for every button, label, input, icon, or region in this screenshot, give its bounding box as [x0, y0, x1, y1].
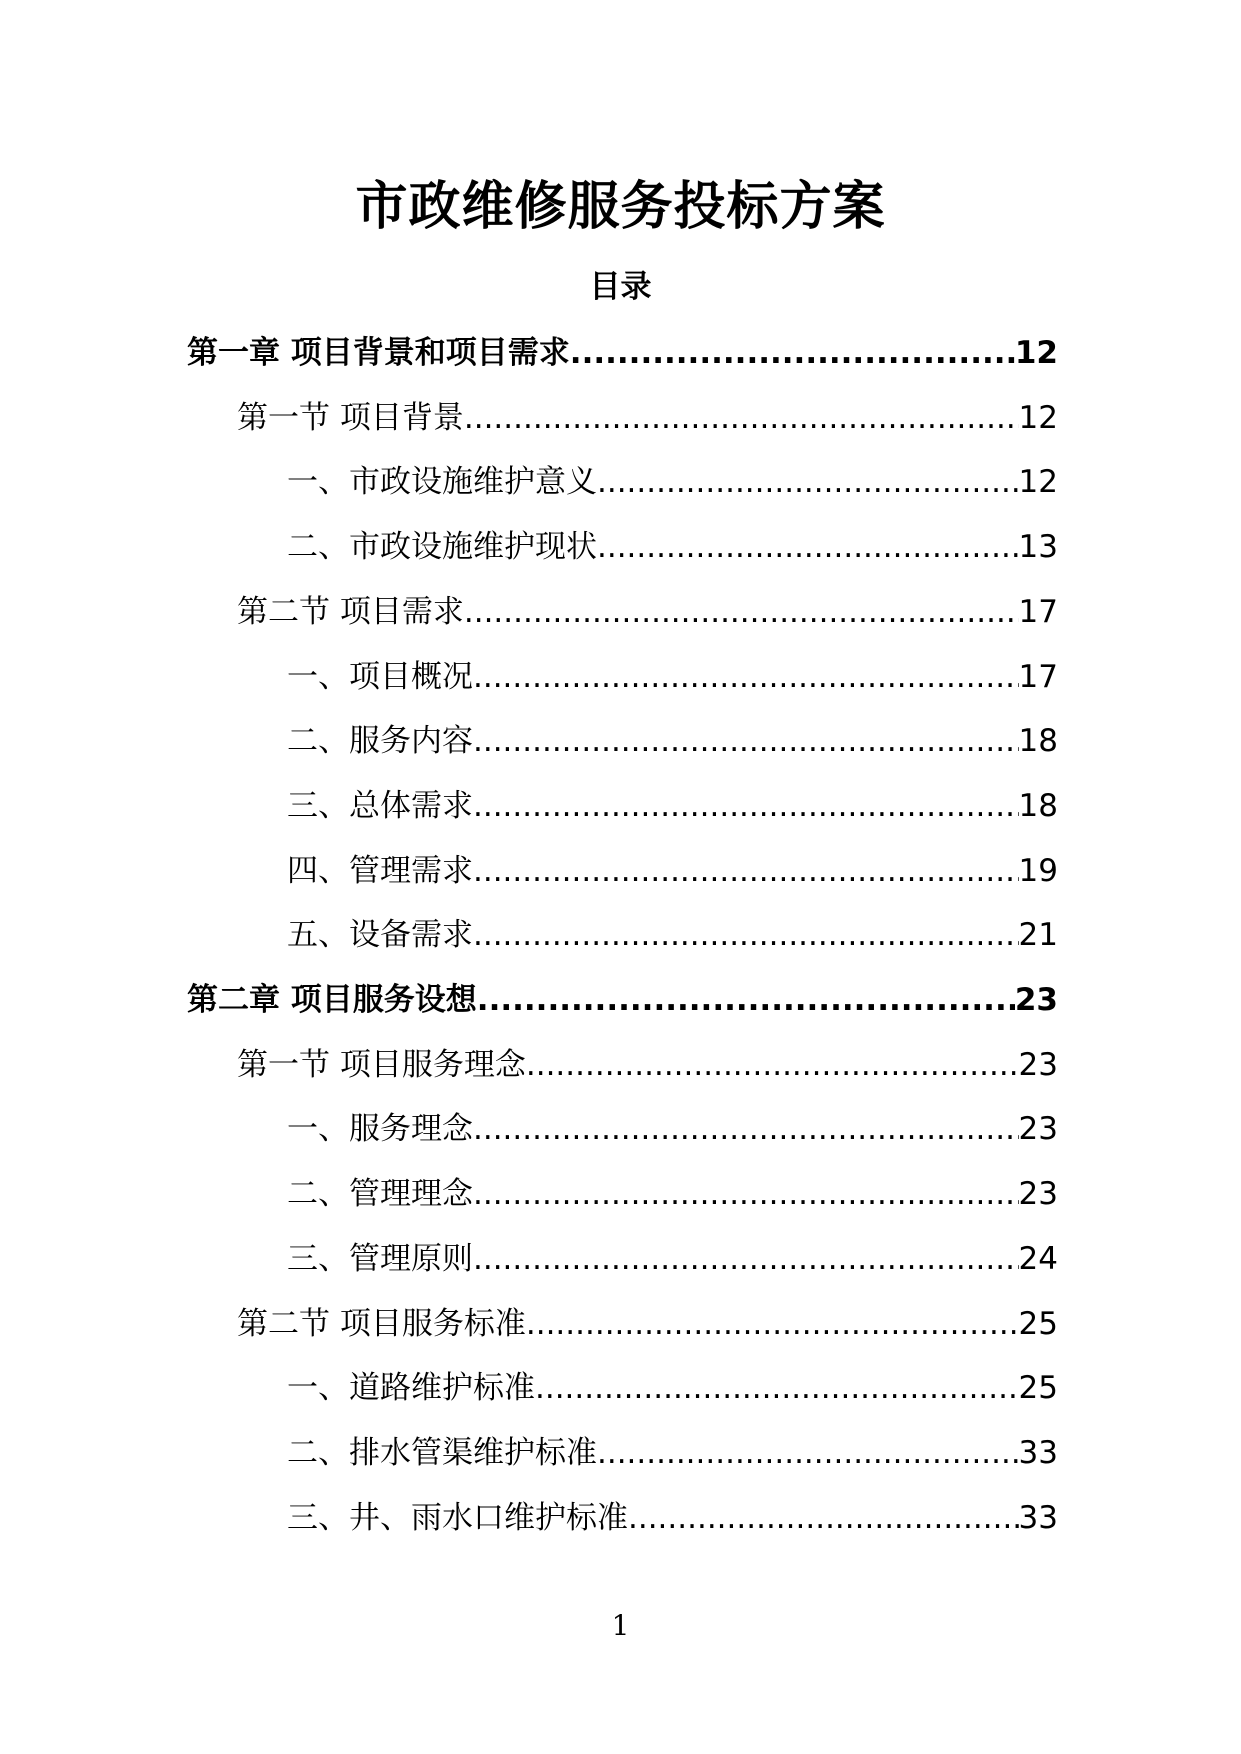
toc-dot-leader — [473, 781, 1019, 831]
toc-entry-label: 二、服务内容 — [287, 723, 473, 760]
toc-entry-label: 二、管理理念 — [287, 1176, 473, 1213]
toc-entry-page: 12 — [1018, 464, 1058, 501]
toc-entry-page: 33 — [1018, 1434, 1058, 1471]
toc-entry-label: 第二章 项目服务设想 — [187, 982, 477, 1018]
toc-entry-label: 一、道路维护标准 — [287, 1370, 535, 1407]
toc-entry[interactable] — [287, 910, 1058, 960]
toc-dot-leader — [526, 1040, 1019, 1090]
toc-entry[interactable] — [287, 1104, 1058, 1154]
toc-entry-page: 17 — [1018, 658, 1058, 695]
toc-entry-page: 25 — [1018, 1305, 1058, 1342]
toc-entry-label: 三、总体需求 — [287, 787, 473, 824]
toc-entry-label: 三、井、雨水口维护标准 — [287, 1499, 628, 1536]
toc-entry[interactable] — [287, 1234, 1058, 1284]
toc-entry-page: 18 — [1018, 723, 1058, 760]
toc-entry-label: 第一章 项目背景和项目需求 — [187, 335, 570, 371]
toc-dot-leader — [597, 1428, 1019, 1478]
toc-entry-label: 第二节 项目需求 — [237, 593, 464, 630]
toc-entry-page: 24 — [1018, 1240, 1058, 1277]
toc-heading: 目录 — [589, 269, 652, 305]
toc-dot-leader — [570, 328, 1015, 378]
toc-entry-page: 23 — [1018, 1046, 1058, 1083]
toc-dot-leader — [477, 975, 1015, 1025]
toc-entry[interactable] — [237, 1040, 1058, 1090]
toc-entry[interactable] — [187, 975, 1058, 1025]
toc-entry[interactable] — [237, 1299, 1058, 1349]
toc-dot-leader — [628, 1493, 1019, 1543]
toc-entry-page: 13 — [1018, 529, 1058, 566]
toc-entry[interactable] — [237, 587, 1058, 637]
toc-entry-page: 25 — [1018, 1370, 1058, 1407]
toc-entry-label: 第一节 项目背景 — [237, 399, 464, 436]
toc-entry-label: 第一节 项目服务理念 — [237, 1046, 526, 1083]
toc-entry-page: 19 — [1018, 852, 1058, 889]
toc-entry[interactable] — [287, 457, 1058, 507]
toc-entry-page: 23 — [1014, 982, 1058, 1018]
page-number: 1 — [611, 1609, 630, 1642]
toc-dot-leader — [473, 1234, 1019, 1284]
toc-entry[interactable] — [287, 1428, 1058, 1478]
toc-entry-label: 四、管理需求 — [287, 852, 473, 889]
toc-dot-leader — [473, 910, 1019, 960]
toc-dot-leader — [473, 846, 1019, 896]
toc-entry[interactable] — [287, 522, 1058, 572]
toc-entry-page: 17 — [1018, 593, 1058, 630]
toc-entry[interactable] — [287, 1363, 1058, 1413]
toc-entry-label: 二、市政设施维护现状 — [287, 529, 597, 566]
toc-entry-label: 一、项目概况 — [287, 658, 473, 695]
toc-dot-leader — [597, 457, 1019, 507]
toc-entry-page: 12 — [1018, 399, 1058, 436]
toc-dot-leader — [473, 1104, 1019, 1154]
toc-dot-leader — [473, 652, 1019, 702]
toc-dot-leader — [526, 1299, 1019, 1349]
toc-dot-leader — [464, 587, 1019, 637]
toc-entry[interactable] — [287, 652, 1058, 702]
toc-dot-leader — [473, 716, 1019, 766]
toc-entry-label: 三、管理原则 — [287, 1240, 473, 1277]
toc-dot-leader — [464, 393, 1019, 443]
toc-entry[interactable] — [287, 781, 1058, 831]
toc-dot-leader — [535, 1363, 1019, 1413]
toc-entry[interactable] — [237, 393, 1058, 443]
toc-entry-page: 23 — [1018, 1176, 1058, 1213]
toc-entry-label: 二、排水管渠维护标准 — [287, 1434, 597, 1471]
toc-entry-page: 23 — [1018, 1111, 1058, 1148]
toc-entry[interactable] — [287, 1169, 1058, 1219]
toc-entry[interactable] — [287, 846, 1058, 896]
toc-entry-page: 33 — [1018, 1499, 1058, 1536]
toc-dot-leader — [473, 1169, 1019, 1219]
toc-entry-label: 一、服务理念 — [287, 1111, 473, 1148]
toc-entry-label: 第二节 项目服务标准 — [237, 1305, 526, 1342]
toc-entry-page: 21 — [1018, 917, 1058, 954]
document-title: 市政维修服务投标方案 — [355, 177, 886, 237]
toc-entry[interactable] — [187, 328, 1058, 378]
toc-entry-page: 12 — [1014, 335, 1058, 371]
toc-entry-label: 五、设备需求 — [287, 917, 473, 954]
toc-entry-label: 一、市政设施维护意义 — [287, 464, 597, 501]
toc-entry[interactable] — [287, 716, 1058, 766]
toc-entry[interactable] — [287, 1493, 1058, 1543]
toc-entry-page: 18 — [1018, 787, 1058, 824]
toc-dot-leader — [597, 522, 1019, 572]
